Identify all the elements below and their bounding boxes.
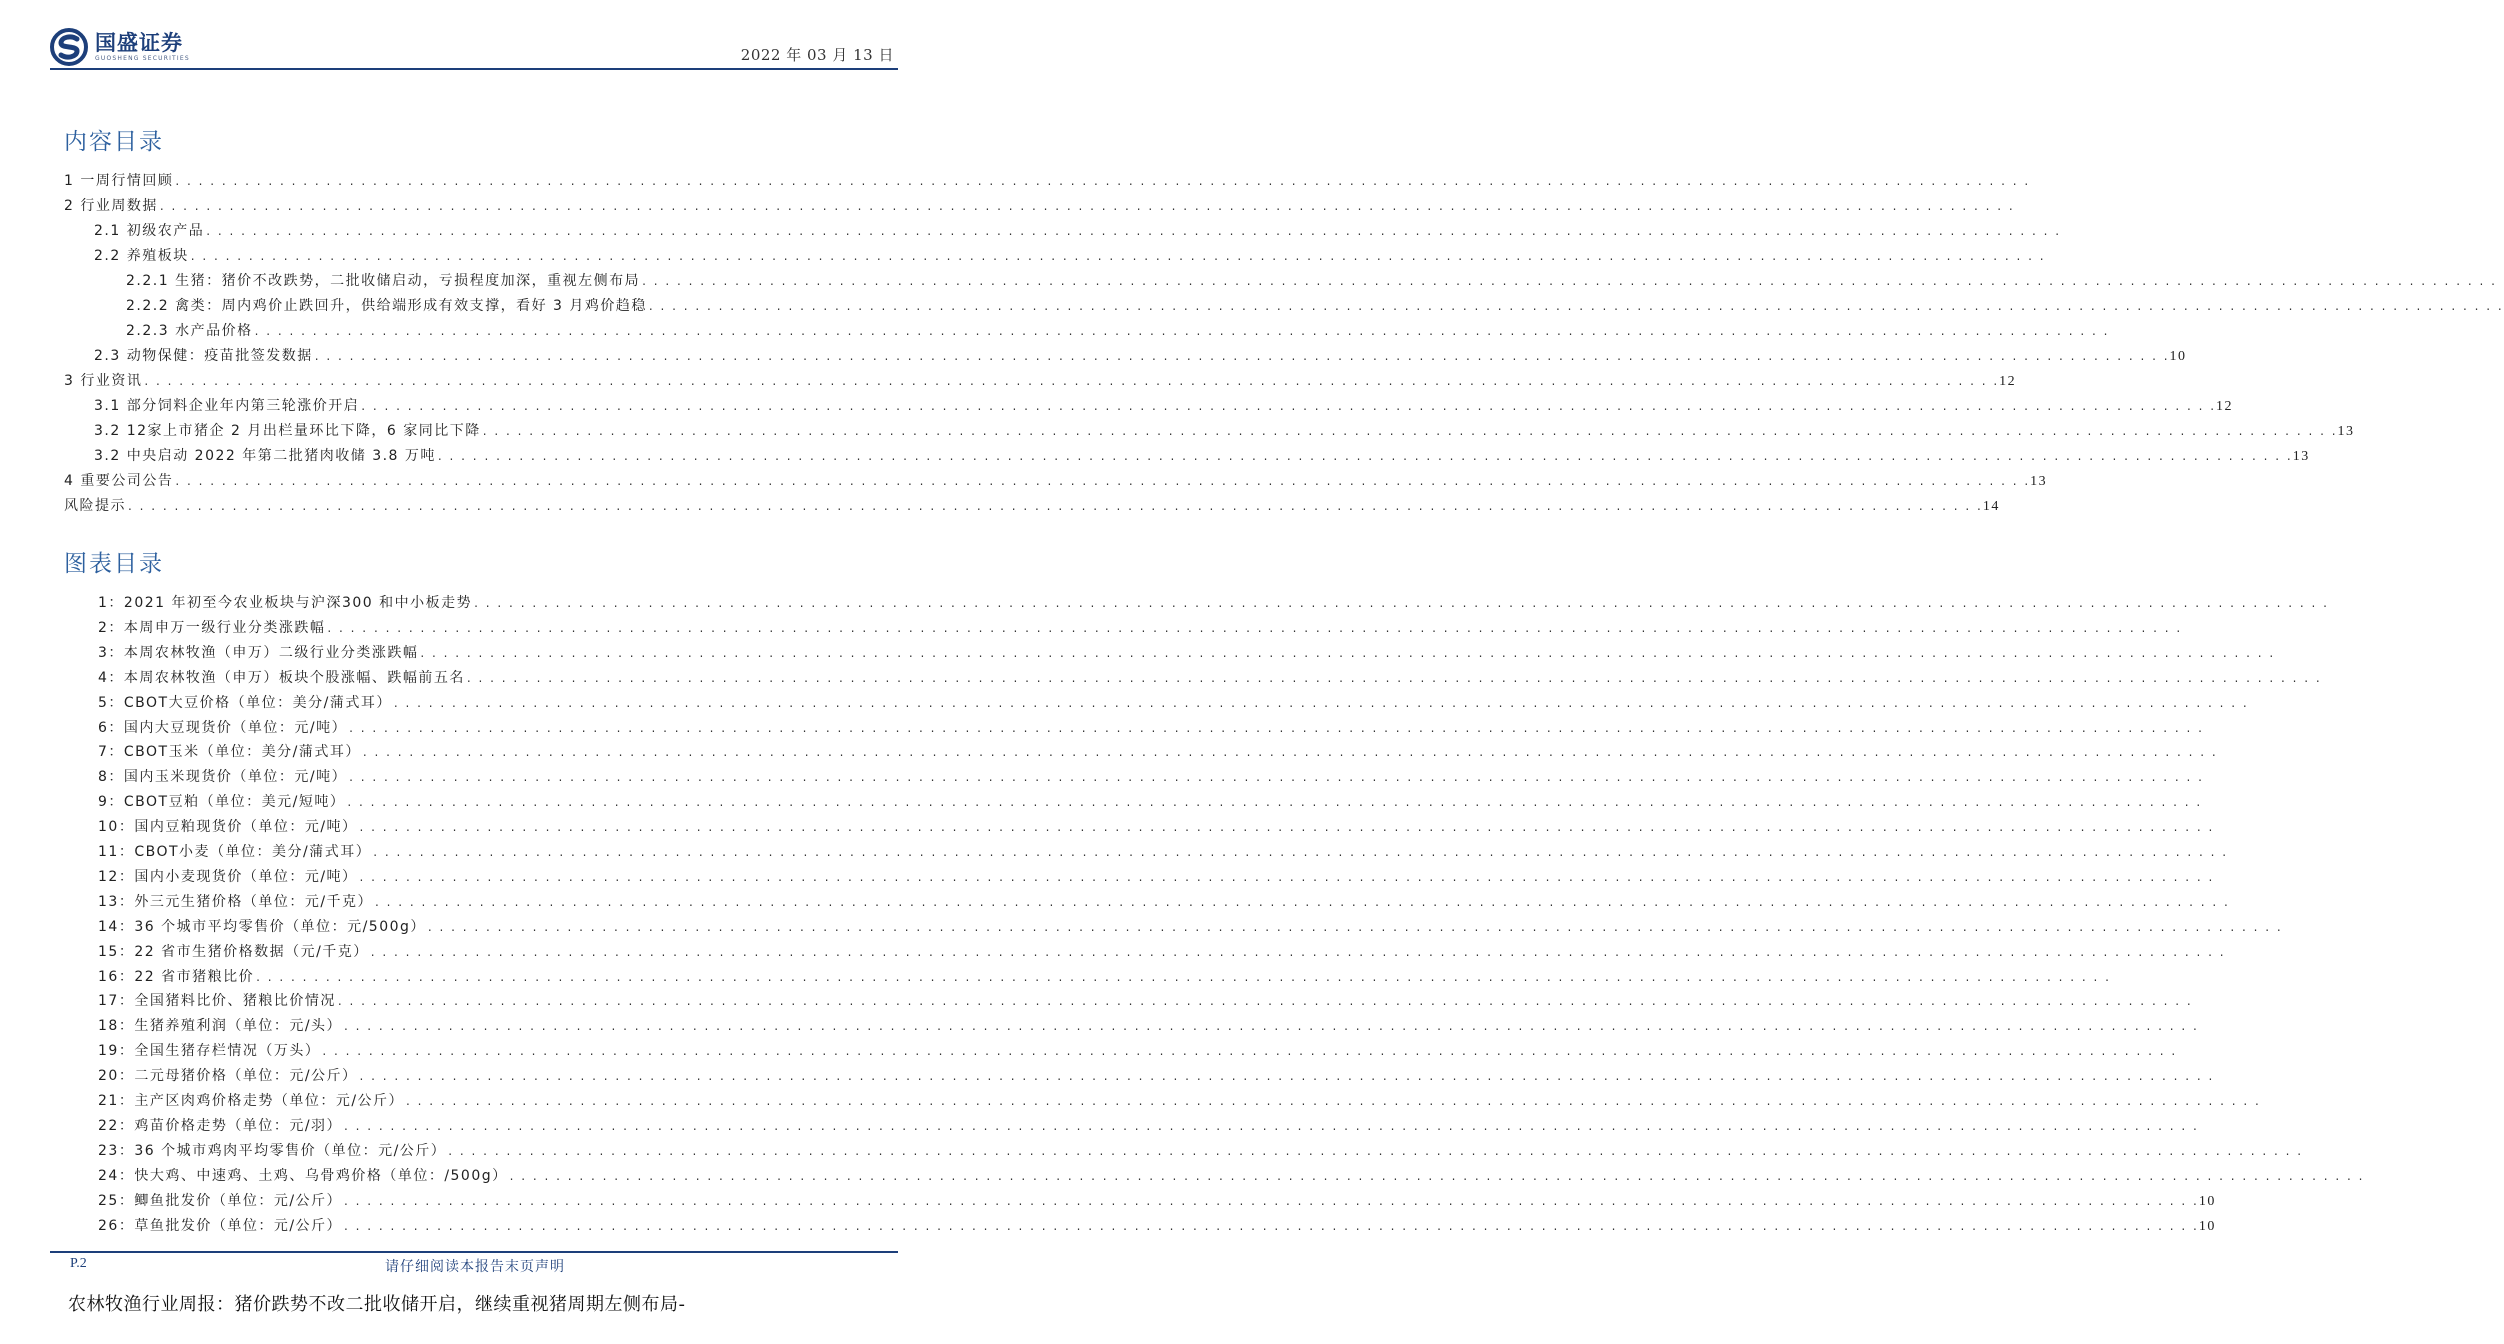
figure-entry-label: 11：CBOT小麦（单位：美分/蒲式耳） — [98, 844, 372, 860]
contents-entry-page: 10 — [2169, 349, 2187, 364]
figure-entry-label: 5：CBOT大豆价格（单位：美分/蒲式耳） — [98, 694, 392, 711]
contents-entry-label: 2.2.1 生猪：猪价不改跌势，二批收储启动，亏损程度加深，重视左侧布局 — [126, 273, 641, 289]
leader-dots: . . . . . . . . . . . . . . . . . . . . . . . . . . . . . . . . . . . . . . . . . . . . . . . . . . . . . . . . . . . . . . . . . . . . . . . . . . . . . . . . . . . . . . . . . . . . . . . . . . . . . . . . . . . . . . . . . . . . . . . . . . . . . . . . . . . . . . . . . . . . . . . . . . . . . . . . . . . . . . . . — [359, 820, 2215, 835]
leader-dots: . . . . . . . . . . . . . . . . . . . . . . . . . . . . . . . . . . . . . . . . . . . . . . . . . . . . . . . . . . . . . . . . . . . . . . . . . . . . . . . . . . . . . . . . . . . . . . . . . . . . . . . . . . . . . . . . . . . . . . . . . . . . . . . . . . . . . . . . . . . . . . . . . . . . . . . . . . . . . . . . — [256, 969, 2111, 984]
figure-entry-label: 20：二元母猪价格（单位：元/公斤） — [98, 1068, 358, 1085]
brand-logo — [50, 28, 190, 66]
contents-entry-label: 2.3 动物保健：疫苗批签发数据 — [94, 348, 313, 364]
contents-entry-page: 13 — [2337, 424, 2355, 439]
contents-entry-page: 12 — [1999, 374, 2017, 389]
figure-entry[interactable] — [0, 1190, 2216, 1212]
leader-dots: . . . . . . . . . . . . . . . . . . . . . . . . . . . . . . . . . . . . . . . . . . . . . . . . . . . . . . . . . . . . . . . . . . . . . . . . . . . . . . . . . . . . . . . . . . . . . . . . . . . . . . . . . . . . . . . . . . . . . . . . . . . . . . . . . . . . . . . . . . . . . . . . . . . . . . . . . . . . . . . . — [427, 919, 2283, 934]
contents-entry-label: 2 行业周数据 — [64, 198, 158, 214]
contents-entry[interactable] — [0, 370, 2017, 392]
figure-entry[interactable] — [0, 1090, 2261, 1112]
figure-entry-label: 1：2021 年初至今农业板块与沪深300 和中小板走势 — [98, 595, 473, 611]
contents-entry[interactable] — [0, 295, 2504, 317]
figure-entry[interactable] — [0, 990, 2193, 1012]
figure-entry-label: 16：22 省市猪粮比价 — [98, 968, 255, 985]
figure-entry[interactable] — [0, 692, 2249, 714]
figure-entry[interactable] — [0, 741, 2218, 763]
leader-dots: . . . . . . . . . . . . . . . . . . . . . . . . . . . . . . . . . . . . . . . . . . . . . . . . . . . . . . . . . . . . . . . . . . . . . . . . . . . . . . . . . . . . . . . . . . . . . . . . . . . . . . . . . . . . . . . . . . . . . . . . . . . . . . . . . . . . . . . . . . . . . . . . . . . . . . . . . . . . . . . . — [642, 274, 2497, 288]
figures-title: 图表目录 — [64, 551, 164, 577]
contents-entry-label: 2.2.2 禽类：周内鸡价止跌回升，供给端形成有效支撑，看好 3 月鸡价趋稳 — [126, 298, 647, 314]
leader-dots: . . . . . . . . . . . . . . . . . . . . . . . . . . . . . . . . . . . . . . . . . . . . . . . . . . . . . . . . . . . . . . . . . . . . . . . . . . . . . . . . . . . . . . . . . . . . . . . . . . . . . . . . . . . . . . . . . . . . . . . . . . . . . . . . . . . . . . . . . . . . . . . . . . . . . . . . . . . . . . . . — [648, 299, 2504, 313]
logo-chinese-name: 国盛证券 — [95, 30, 183, 55]
leader-dots: . . . . . . . . . . . . . . . . . . . . . . . . . . . . . . . . . . . . . . . . . . . . . . . . . . . . . . . . . . . . . . . . . . . . . . . . . . . . . . . . . . . . . . . . . . . . . . . . . . . . . . . . . . . . . . . . . . . . . . . . . . . . . . . . . . . . . . . . . . . . . . . . . . . . . . . . . . . . . . . . — [337, 994, 2193, 1009]
figure-entry[interactable] — [0, 642, 2276, 664]
leader-dots: . . . . . . . . . . . . . . . . . . . . . . . . . . . . . . . . . . . . . . . . . . . . . . . . . . . . . . . . . . . . . . . . . . . . . . . . . . . . . . . . . . . . . . . . . . . . . . . . . . . . . . . . . . . . . . . . . . . . . . . . . . . . . . . . . . . . . . . . . . . . . . . . . . . . . . . . . . . . . . . . — [349, 720, 2204, 735]
leader-dots: . . . . . . . . . . . . . . . . . . . . . . . . . . . . . . . . . . . . . . . . . . . . . . . . . . . . . . . . . . . . . . . . . . . . . . . . . . . . . . . . . . . . . . . . . . . . . . . . . . . . . . . . . . . . . . . . . . . . . . . . . . . . . . . . . . . . . . . . . . . . . . . . . . . . . . . . . . . . . . . . — [474, 596, 2329, 610]
leader-dots: . . . . . . . . . . . . . . . . . . . . . . . . . . . . . . . . . . . . . . . . . . . . . . . . . . . . . . . . . . . . . . . . . . . . . . . . . . . . . . . . . . . . . . . . . . . . . . . . . . . . . . . . . . . . . . . . . . . . . . . . . . . . . . . . . . . . . . . . . . . . . . . . . . . . . . . . . . . . . . . . — [406, 1094, 2261, 1108]
contents-entry[interactable] — [0, 320, 2110, 342]
figure-entry[interactable] — [0, 592, 2329, 614]
leader-dots: . . . . . . . . . . . . . . . . . . . . . . . . . . . . . . . . . . . . . . . . . . . . . . . . . . . . . . . . . . . . . . . . . . . . . . . . . . . . . . . . . . . . . . . . . . . . . . . . . . . . . . . . . . . . . . . . . . . . . . . . . . . . . . . . . . . . . . . . . . . . . . . . . . . . . . . . . . . . . . . . — [361, 399, 2217, 413]
contents-entry[interactable] — [0, 395, 2234, 417]
contents-entry-label: 2.2.3 水产品价格 — [126, 323, 253, 339]
contents-entry-page: 12 — [2216, 399, 2234, 414]
page-number: P.2 — [70, 1256, 87, 1271]
leader-dots: . . . . . . . . . . . . . . . . . . . . . . . . . . . . . . . . . . . . . . . . . . . . . . . . . . . . . . . . . . . . . . . . . . . . . . . . . . . . . . . . . . . . . . . . . . . . . . . . . . . . . . . . . . . . . . . . . . . . . . . . . . . . . . . . . . . . . . . . . . . . . . . . . . . . . . . . . . . . . . . . — [344, 1218, 2199, 1233]
leader-dots: . . . . . . . . . . . . . . . . . . . . . . . . . . . . . . . . . . . . . . . . . . . . . . . . . . . . . . . . . . . . . . . . . . . . . . . . . . . . . . . . . . . . . . . . . . . . . . . . . . . . . . . . . . . . . . . . . . . . . . . . . . . . . . . . . . . . . . . . . . . . . . . . . . . . . . . . . . . . . . . . — [509, 1168, 2365, 1183]
contents-entry-label: 2.2 养殖板块 — [94, 248, 189, 264]
report-date: 2022 年 03 月 13 日 — [740, 46, 894, 64]
footer-divider — [50, 1251, 898, 1253]
figure-entry-label: 14：36 个城市平均零售价（单位：元/500g） — [98, 918, 426, 935]
figure-entry-label: 24：快大鸡、中速鸡、土鸡、乌骨鸡价格（单位：/500g） — [98, 1167, 508, 1184]
leader-dots: . . . . . . . . . . . . . . . . . . . . . . . . . . . . . . . . . . . . . . . . . . . . . . . . . . . . . . . . . . . . . . . . . . . . . . . . . . . . . . . . . . . . . . . . . . . . . . . . . . . . . . . . . . . . . . . . . . . . . . . . . . . . . . . . . . . . . . . . . . . . . . . . . . . . . . . . . . . . . . . . — [254, 324, 2110, 338]
leader-dots: . . . . . . . . . . . . . . . . . . . . . . . . . . . . . . . . . . . . . . . . . . . . . . . . . . . . . . . . . . . . . . . . . . . . . . . . . . . . . . . . . . . . . . . . . . . . . . . . . . . . . . . . . . . . . . . . . . . . . . . . . . . . . . . . . . . . . . . . . . . . . . . . . . . . . . . . . . . . . . . . — [322, 1044, 2178, 1059]
leader-dots: . . . . . . . . . . . . . . . . . . . . . . . . . . . . . . . . . . . . . . . . . . . . . . . . . . . . . . . . . . . . . . . . . . . . . . . . . . . . . . . . . . . . . . . . . . . . . . . . . . . . . . . . . . . . . . . . . . . . . . . . . . . . . . . . . . . . . . . . . . . . . . . . . . . . . . . . . . . . . . . . — [344, 1019, 2199, 1034]
figure-entry[interactable] — [0, 1065, 2215, 1087]
figure-entry-label: 25：鲫鱼批发价（单位：元/公斤） — [98, 1192, 343, 1209]
figure-entry-label: 4：本周农林牧渔（申万）板块个股涨幅、跌幅前五名 — [98, 669, 465, 686]
header-divider — [50, 68, 898, 70]
leader-dots: . . . . . . . . . . . . . . . . . . . . . . . . . . . . . . . . . . . . . . . . . . . . . . . . . . . . . . . . . . . . . . . . . . . . . . . . . . . . . . . . . . . . . . . . . . . . . . . . . . . . . . . . . . . . . . . . . . . . . . . . . . . . . . . . . . . . . . . . . . . . . . . . . . . . . . . . . . . . . . . . — [314, 349, 2170, 363]
leader-dots: . . . . . . . . . . . . . . . . . . . . . . . . . . . . . . . . . . . . . . . . . . . . . . . . . . . . . . . . . . . . . . . . . . . . . . . . . . . . . . . . . . . . . . . . . . . . . . . . . . . . . . . . . . . . . . . . . . . . . . . . . . . . . . . . . . . . . . . . . . . . . . . . . . . . . . . . . . . . . . . . — [482, 424, 2338, 438]
leader-dots: . . . . . . . . . . . . . . . . . . . . . . . . . . . . . . . . . . . . . . . . . . . . . . . . . . . . . . . . . . . . . . . . . . . . . . . . . . . . . . . . . . . . . . . . . . . . . . . . . . . . . . . . . . . . . . . . . . . . . . . . . . . . . . . . . . . . . . . . . . . . . . . . . . . . . . . . . . . . . . . . — [206, 224, 2062, 238]
figure-entry[interactable] — [0, 766, 2204, 788]
figure-entry[interactable] — [0, 667, 2322, 689]
contents-entry[interactable] — [0, 345, 2187, 367]
leader-dots: . . . . . . . . . . . . . . . . . . . . . . . . . . . . . . . . . . . . . . . . . . . . . . . . . . . . . . . . . . . . . . . . . . . . . . . . . . . . . . . . . . . . . . . . . . . . . . . . . . . . . . . . . . . . . . . . . . . . . . . . . . . . . . . . . . . . . . . . . . . . . . . . . . . . . . . . . . . . . . . . — [128, 499, 1983, 513]
figure-entry-label: 21：主产区肉鸡价格走势（单位：元/公斤） — [98, 1093, 405, 1109]
contents-entry-label: 3 行业资讯 — [64, 373, 143, 389]
leader-dots: . . . . . . . . . . . . . . . . . . . . . . . . . . . . . . . . . . . . . . . . . . . . . . . . . . . . . . . . . . . . . . . . . . . . . . . . . . . . . . . . . . . . . . . . . . . . . . . . . . . . . . . . . . . . . . . . . . . . . . . . . . . . . . . . . . . . . . . . . . . . . . . . . . . . . . . . . . . . . . . . — [420, 645, 2276, 660]
leader-dots: . . . . . . . . . . . . . . . . . . . . . . . . . . . . . . . . . . . . . . . . . . . . . . . . . . . . . . . . . . . . . . . . . . . . . . . . . . . . . . . . . . . . . . . . . . . . . . . . . . . . . . . . . . . . . . . . . . . . . . . . . . . . . . . . . . . . . . . . . . . . . . . . . . . . . . . . . . . . . . . . — [448, 1143, 2304, 1158]
leader-dots: . . . . . . . . . . . . . . . . . . . . . . . . . . . . . . . . . . . . . . . . . . . . . . . . . . . . . . . . . . . . . . . . . . . . . . . . . . . . . . . . . . . . . . . . . . . . . . . . . . . . . . . . . . . . . . . . . . . . . . . . . . . . . . . . . . . . . . . . . . . . . . . . . . . . . . . . . . . . . . . . — [466, 670, 2322, 685]
disclaimer-text: 请仔细阅读本报告末页声明 — [385, 1259, 565, 1275]
figure-entry-label: 10：国内豆粕现货价（单位：元/吨） — [98, 819, 358, 836]
figure-entry-label: 6：国内大豆现货价（单位：元/吨） — [98, 719, 348, 736]
figure-entry[interactable] — [0, 816, 2215, 838]
figure-entry[interactable] — [0, 966, 2111, 988]
contents-entry[interactable] — [0, 420, 2355, 442]
leader-dots: . . . . . . . . . . . . . . . . . . . . . . . . . . . . . . . . . . . . . . . . . . . . . . . . . . . . . . . . . . . . . . . . . . . . . . . . . . . . . . . . . . . . . . . . . . . . . . . . . . . . . . . . . . . . . . . . . . . . . . . . . . . . . . . . . . . . . . . . . . . . . . . . . . . . . . . . . . . . . . . . — [370, 944, 2226, 959]
figure-entry[interactable] — [0, 1215, 2216, 1237]
figure-entry-label: 18：生猪养殖利润（单位：元/头） — [98, 1018, 343, 1035]
figure-entry-label: 8：国内玉米现货价（单位：元/吨） — [98, 769, 348, 786]
figure-entry-label: 19：全国生猪存栏情况（万头） — [98, 1043, 321, 1060]
figure-entry-label: 26：草鱼批发价（单位：元/公斤） — [98, 1217, 343, 1234]
figure-entry-label: 7：CBOT玉米（单位：美分/蒲式耳） — [98, 744, 361, 761]
contents-entry-label: 1 一周行情回顾 — [64, 173, 174, 189]
guosheng-logo-icon — [50, 28, 88, 66]
leader-dots: . . . . . . . . . . . . . . . . . . . . . . . . . . . . . . . . . . . . . . . . . . . . . . . . . . . . . . . . . . . . . . . . . . . . . . . . . . . . . . . . . . . . . . . . . . . . . . . . . . . . . . . . . . . . . . . . . . . . . . . . . . . . . . . . . . . . . . . . . . . . . . . . . . . . . . . . . . . . . . . . — [344, 1118, 2199, 1133]
contents-entry[interactable] — [0, 270, 2497, 292]
figure-entry-page: 10 — [2198, 1218, 2216, 1234]
figure-entry[interactable] — [0, 841, 2229, 863]
leader-dots: . . . . . . . . . . . . . . . . . . . . . . . . . . . . . . . . . . . . . . . . . . . . . . . . . . . . . . . . . . . . . . . . . . . . . . . . . . . . . . . . . . . . . . . . . . . . . . . . . . . . . . . . . . . . . . . . . . . . . . . . . . . . . . . . . . . . . . . . . . . . . . . . . . . . . . . . . . . . . . . . — [375, 894, 2230, 909]
figure-entry-label: 12：国内小麦现货价（单位：元/吨） — [98, 868, 358, 885]
report-caption: 农林牧渔行业周报：猪价跌势不改二批收储开启，继续重视猪周期左侧布局- — [68, 1294, 686, 1315]
contents-entry-label: 3.2 中央启动 2022 年第二批猪肉收储 3.8 万吨 — [94, 448, 436, 464]
figure-entry[interactable] — [0, 791, 2203, 813]
figure-entry[interactable] — [0, 891, 2230, 913]
contents-entry[interactable] — [0, 220, 2062, 242]
contents-entry[interactable] — [0, 495, 2000, 517]
leader-dots: . . . . . . . . . . . . . . . . . . . . . . . . . . . . . . . . . . . . . . . . . . . . . . . . . . . . . . . . . . . . . . . . . . . . . . . . . . . . . . . . . . . . . . . . . . . . . . . . . . . . . . . . . . . . . . . . . . . . . . . . . . . . . . . . . . . . . . . . . . . . . . . . . . . . . . . . . . . . . . . . — [437, 449, 2293, 463]
figure-entry[interactable] — [0, 866, 2215, 888]
figure-entry[interactable] — [0, 617, 2183, 639]
leader-dots: . . . . . . . . . . . . . . . . . . . . . . . . . . . . . . . . . . . . . . . . . . . . . . . . . . . . . . . . . . . . . . . . . . . . . . . . . . . . . . . . . . . . . . . . . . . . . . . . . . . . . . . . . . . . . . . . . . . . . . . . . . . . . . . . . . . . . . . . . . . . . . . . . . . . . . . . . . . . . . . . — [362, 745, 2218, 760]
figure-entry-label: 9：CBOT豆粕（单位：美元/短吨） — [98, 794, 346, 811]
figure-entry-label: 3：本周农林牧渔（申万）二级行业分类涨跌幅 — [98, 644, 419, 661]
contents-entry[interactable] — [0, 470, 2048, 492]
contents-entry-page: 13 — [2030, 474, 2048, 489]
figure-entry-label: 23：36 个城市鸡肉平均零售价（单位：元/公斤） — [98, 1142, 447, 1159]
figure-entry-label: 13：外三元生猪价格（单位：元/千克） — [98, 893, 374, 910]
leader-dots: . . . . . . . . . . . . . . . . . . . . . . . . . . . . . . . . . . . . . . . . . . . . . . . . . . . . . . . . . . . . . . . . . . . . . . . . . . . . . . . . . . . . . . . . . . . . . . . . . . . . . . . . . . . . . . . . . . . . . . . . . . . . . . . . . . . . . . . . . . . . . . . . . . . . . . . . . . . . . . . . — [393, 695, 2249, 710]
contents-entry-label: 2.1 初级农产品 — [94, 223, 205, 239]
leader-dots: . . . . . . . . . . . . . . . . . . . . . . . . . . . . . . . . . . . . . . . . . . . . . . . . . . . . . . . . . . . . . . . . . . . . . . . . . . . . . . . . . . . . . . . . . . . . . . . . . . . . . . . . . . . . . . . . . . . . . . . . . . . . . . . . . . . . . . . . . . . . . . . . . . . . . . . . . . . . . . . . — [175, 174, 2031, 188]
figure-entry[interactable] — [0, 941, 2226, 963]
contents-entry[interactable] — [0, 170, 2031, 192]
contents-title: 内容目录 — [64, 129, 164, 155]
contents-entry[interactable] — [0, 445, 2310, 467]
figure-entry-page: 10 — [2198, 1193, 2216, 1209]
leader-dots: . . . . . . . . . . . . . . . . . . . . . . . . . . . . . . . . . . . . . . . . . . . . . . . . . . . . . . . . . . . . . . . . . . . . . . . . . . . . . . . . . . . . . . . . . . . . . . . . . . . . . . . . . . . . . . . . . . . . . . . . . . . . . . . . . . . . . . . . . . . . . . . . . . . . . . . . . . . . . . . . — [359, 869, 2215, 884]
contents-entry[interactable] — [0, 195, 2015, 217]
leader-dots: . . . . . . . . . . . . . . . . . . . . . . . . . . . . . . . . . . . . . . . . . . . . . . . . . . . . . . . . . . . . . . . . . . . . . . . . . . . . . . . . . . . . . . . . . . . . . . . . . . . . . . . . . . . . . . . . . . . . . . . . . . . . . . . . . . . . . . . . . . . . . . . . . . . . . . . . . . . . . . . . — [349, 770, 2204, 785]
figure-entry[interactable] — [0, 916, 2283, 938]
figure-entry[interactable] — [0, 1115, 2199, 1137]
figure-entry[interactable] — [0, 1015, 2199, 1037]
figure-entry[interactable] — [0, 1140, 2304, 1162]
report-header — [0, 0, 950, 75]
leader-dots: . . . . . . . . . . . . . . . . . . . . . . . . . . . . . . . . . . . . . . . . . . . . . . . . . . . . . . . . . . . . . . . . . . . . . . . . . . . . . . . . . . . . . . . . . . . . . . . . . . . . . . . . . . . . . . . . . . . . . . . . . . . . . . . . . . . . . . . . . . . . . . . . . . . . . . . . . . . . . . . . — [190, 249, 2046, 263]
leader-dots: . . . . . . . . . . . . . . . . . . . . . . . . . . . . . . . . . . . . . . . . . . . . . . . . . . . . . . . . . . . . . . . . . . . . . . . . . . . . . . . . . . . . . . . . . . . . . . . . . . . . . . . . . . . . . . . . . . . . . . . . . . . . . . . . . . . . . . . . . . . . . . . . . . . . . . . . . . . . . . . . — [347, 795, 2203, 810]
contents-entry[interactable] — [0, 245, 2046, 267]
leader-dots: . . . . . . . . . . . . . . . . . . . . . . . . . . . . . . . . . . . . . . . . . . . . . . . . . . . . . . . . . . . . . . . . . . . . . . . . . . . . . . . . . . . . . . . . . . . . . . . . . . . . . . . . . . . . . . . . . . . . . . . . . . . . . . . . . . . . . . . . . . . . . . . . . . . . . . . . . . . . . . . . — [159, 199, 2015, 213]
contents-entry-page: 13 — [2292, 449, 2310, 464]
leader-dots: . . . . . . . . . . . . . . . . . . . . . . . . . . . . . . . . . . . . . . . . . . . . . . . . . . . . . . . . . . . . . . . . . . . . . . . . . . . . . . . . . . . . . . . . . . . . . . . . . . . . . . . . . . . . . . . . . . . . . . . . . . . . . . . . . . . . . . . . . . . . . . . . . . . . . . . . . . . . . . . . — [344, 1193, 2199, 1208]
figure-entry[interactable] — [0, 1165, 2365, 1187]
leader-dots: . . . . . . . . . . . . . . . . . . . . . . . . . . . . . . . . . . . . . . . . . . . . . . . . . . . . . . . . . . . . . . . . . . . . . . . . . . . . . . . . . . . . . . . . . . . . . . . . . . . . . . . . . . . . . . . . . . . . . . . . . . . . . . . . . . . . . . . . . . . . . . . . . . . . . . . . . . . . . . . . — [175, 474, 2031, 488]
contents-entry-label: 3.1 部分饲料企业年内第三轮涨价开启 — [94, 398, 360, 414]
logo-english-name: GUOSHENG SECURITIES — [95, 54, 190, 62]
figure-entry[interactable] — [0, 1040, 2178, 1062]
leader-dots: . . . . . . . . . . . . . . . . . . . . . . . . . . . . . . . . . . . . . . . . . . . . . . . . . . . . . . . . . . . . . . . . . . . . . . . . . . . . . . . . . . . . . . . . . . . . . . . . . . . . . . . . . . . . . . . . . . . . . . . . . . . . . . . . . . . . . . . . . . . . . . . . . . . . . . . . . . . . . . . . — [327, 620, 2183, 635]
contents-entry-label: 风险提示 — [64, 498, 126, 514]
leader-dots: . . . . . . . . . . . . . . . . . . . . . . . . . . . . . . . . . . . . . . . . . . . . . . . . . . . . . . . . . . . . . . . . . . . . . . . . . . . . . . . . . . . . . . . . . . . . . . . . . . . . . . . . . . . . . . . . . . . . . . . . . . . . . . . . . . . . . . . . . . . . . . . . . . . . . . . . . . . . . . . . — [373, 845, 2229, 859]
figure-entry[interactable] — [0, 717, 2204, 739]
leader-dots: . . . . . . . . . . . . . . . . . . . . . . . . . . . . . . . . . . . . . . . . . . . . . . . . . . . . . . . . . . . . . . . . . . . . . . . . . . . . . . . . . . . . . . . . . . . . . . . . . . . . . . . . . . . . . . . . . . . . . . . . . . . . . . . . . . . . . . . . . . . . . . . . . . . . . . . . . . . . . . . . — [144, 374, 2000, 388]
contents-entry-label: 3.2 12家上市猪企 2 月出栏量环比下降，6 家同比下降 — [94, 423, 481, 439]
figure-entry-label: 15：22 省市生猪价格数据（元/千克） — [98, 943, 369, 960]
figure-entry-label: 2：本周申万一级行业分类涨跌幅 — [98, 619, 326, 636]
contents-entry-page: 14 — [1982, 499, 2000, 514]
figure-entry-label: 17：全国猪料比价、猪粮比价情况 — [98, 993, 336, 1010]
contents-entry-label: 4 重要公司公告 — [64, 473, 174, 489]
leader-dots: . . . . . . . . . . . . . . . . . . . . . . . . . . . . . . . . . . . . . . . . . . . . . . . . . . . . . . . . . . . . . . . . . . . . . . . . . . . . . . . . . . . . . . . . . . . . . . . . . . . . . . . . . . . . . . . . . . . . . . . . . . . . . . . . . . . . . . . . . . . . . . . . . . . . . . . . . . . . . . . . — [359, 1069, 2215, 1084]
figure-entry-label: 22：鸡苗价格走势（单位：元/羽） — [98, 1117, 343, 1134]
